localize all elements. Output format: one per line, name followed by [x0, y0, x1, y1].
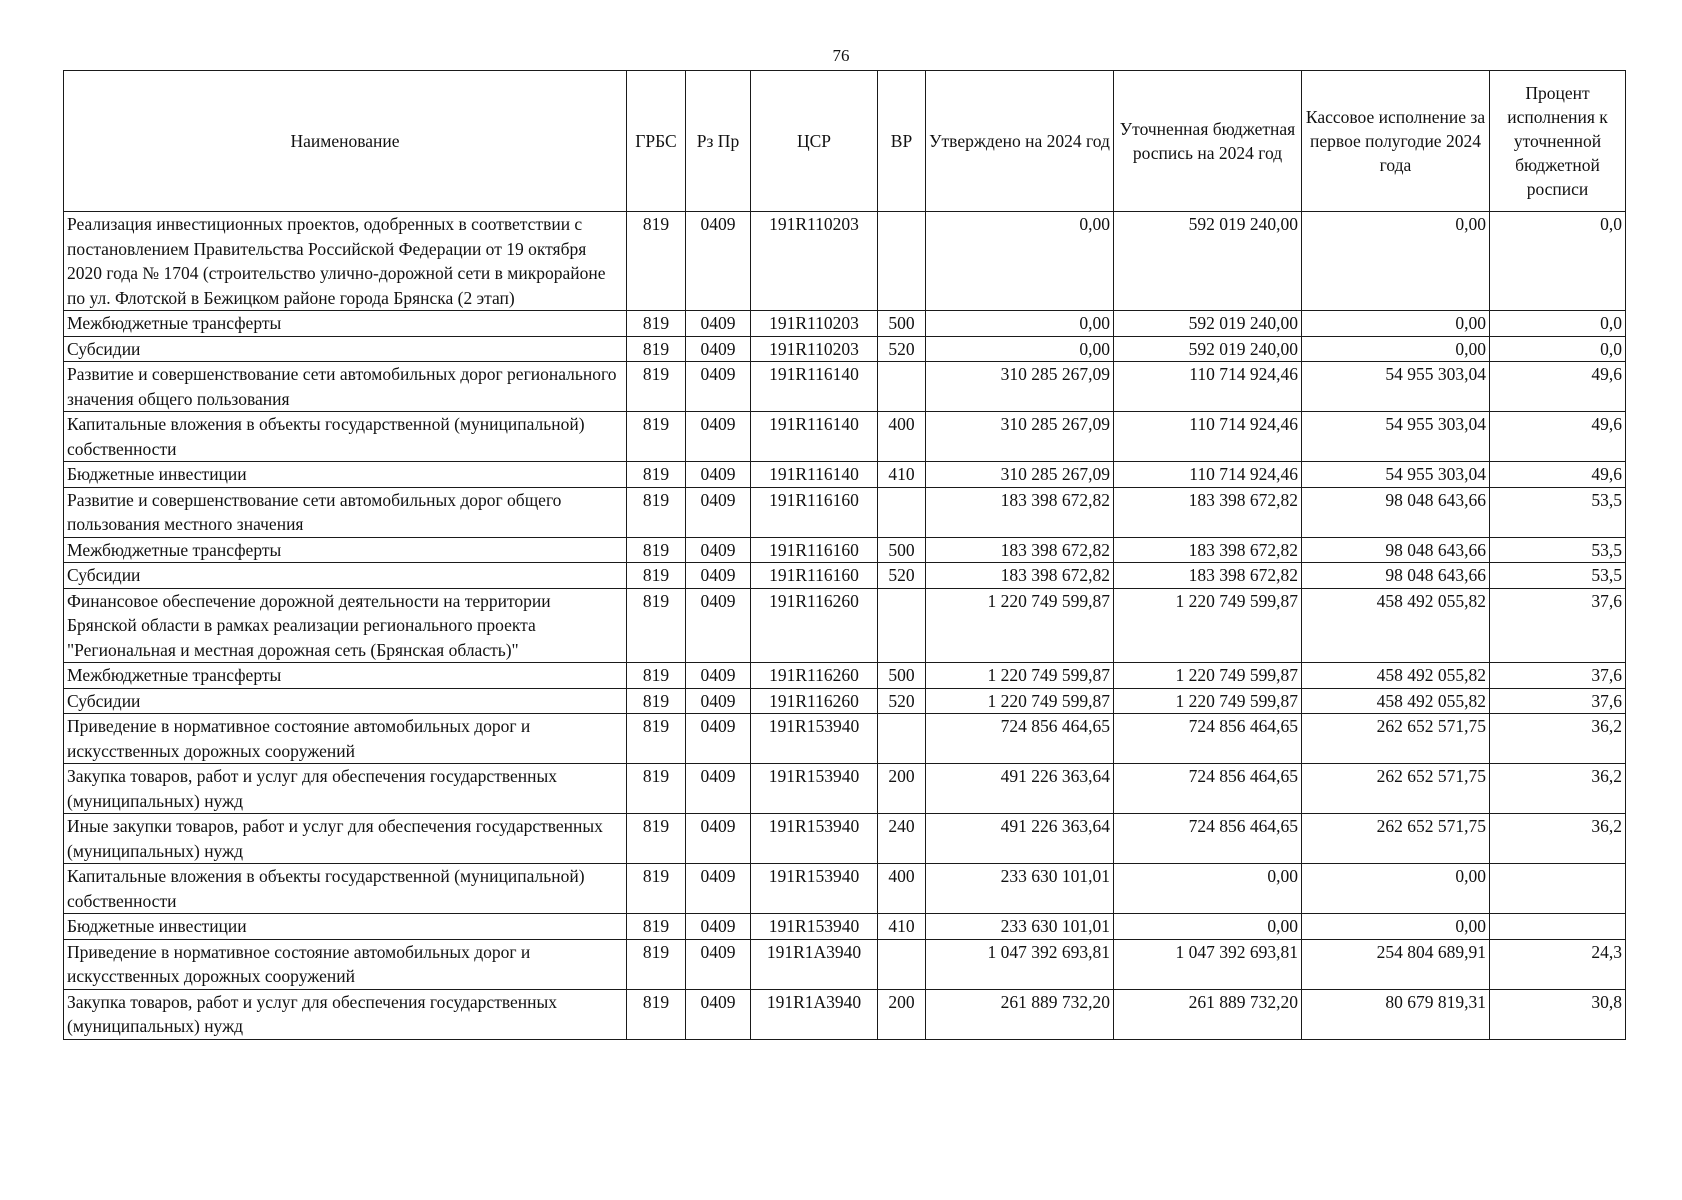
cell-rzpr: 0409 — [686, 914, 751, 940]
cell-name: Бюджетные инвестиции — [64, 914, 627, 940]
cell-approved: 0,00 — [926, 212, 1114, 311]
header-approved: Утверждено на 2024 год — [926, 71, 1114, 212]
cell-vr — [878, 362, 926, 412]
cell-grbs: 819 — [627, 864, 686, 914]
cell-percent: 53,5 — [1490, 487, 1626, 537]
cell-refined: 592 019 240,00 — [1114, 311, 1302, 337]
cell-name: Приведение в нормативное состояние автомобильных дорог и искусственных дорожных сооружений — [64, 939, 627, 989]
cell-cash: 262 652 571,75 — [1302, 714, 1490, 764]
cell-rzpr: 0409 — [686, 412, 751, 462]
cell-approved: 233 630 101,01 — [926, 864, 1114, 914]
cell-vr — [878, 588, 926, 663]
cell-rzpr: 0409 — [686, 487, 751, 537]
cell-name: Субсидии — [64, 688, 627, 714]
table-row — [64, 663, 1626, 689]
header-name: Наименование — [64, 71, 627, 212]
cell-name: Субсидии — [64, 563, 627, 589]
cell-approved: 0,00 — [926, 311, 1114, 337]
cell-name: Межбюджетные трансферты — [64, 537, 627, 563]
table-row — [64, 487, 1626, 537]
cell-grbs: 819 — [627, 311, 686, 337]
header-csr: ЦСР — [751, 71, 878, 212]
cell-grbs: 819 — [627, 537, 686, 563]
cell-csr: 191R116140 — [751, 462, 878, 488]
cell-vr — [878, 939, 926, 989]
cell-refined: 1 047 392 693,81 — [1114, 939, 1302, 989]
cell-approved: 1 047 392 693,81 — [926, 939, 1114, 989]
cell-rzpr: 0409 — [686, 588, 751, 663]
cell-name: Реализация инвестиционных проектов, одобренных в соответствии с постановлением Правительства Российской Федерации от 19 октября 2020 года № 1704 (строительство улично-дорожной сети в микрорайоне по ул. Флотской в Бежицком районе города Брянска (2 этап) — [64, 212, 627, 311]
cell-name: Финансовое обеспечение дорожной деятельности на территории Брянской области в рамках реализации регионального проекта "Региональная и местная дорожная сеть (Брянская область)" — [64, 588, 627, 663]
table-row — [64, 563, 1626, 589]
cell-csr: 191R116160 — [751, 563, 878, 589]
cell-name: Иные закупки товаров, работ и услуг для обеспечения государственных (муниципальных) нужд — [64, 814, 627, 864]
cell-name: Капитальные вложения в объекты государственной (муниципальной) собственности — [64, 412, 627, 462]
cell-approved: 310 285 267,09 — [926, 362, 1114, 412]
cell-csr: 191R110203 — [751, 311, 878, 337]
cell-csr: 191R116160 — [751, 487, 878, 537]
cell-rzpr: 0409 — [686, 362, 751, 412]
table-row — [64, 714, 1626, 764]
cell-refined: 110 714 924,46 — [1114, 362, 1302, 412]
table-row — [64, 212, 1626, 311]
cell-csr: 191R110203 — [751, 336, 878, 362]
header-grbs: ГРБС — [627, 71, 686, 212]
cell-csr: 191R1A3940 — [751, 939, 878, 989]
table-row — [64, 537, 1626, 563]
cell-approved: 0,00 — [926, 336, 1114, 362]
cell-vr: 240 — [878, 814, 926, 864]
cell-refined: 724 856 464,65 — [1114, 814, 1302, 864]
cell-vr: 500 — [878, 663, 926, 689]
cell-percent: 53,5 — [1490, 563, 1626, 589]
cell-csr: 191R153940 — [751, 814, 878, 864]
cell-approved: 183 398 672,82 — [926, 487, 1114, 537]
cell-percent: 0,0 — [1490, 311, 1626, 337]
cell-percent: 37,6 — [1490, 688, 1626, 714]
cell-vr — [878, 212, 926, 311]
cell-refined: 1 220 749 599,87 — [1114, 588, 1302, 663]
cell-cash: 0,00 — [1302, 311, 1490, 337]
cell-csr: 191R116140 — [751, 412, 878, 462]
cell-cash: 54 955 303,04 — [1302, 362, 1490, 412]
cell-refined: 592 019 240,00 — [1114, 336, 1302, 362]
table-row — [64, 362, 1626, 412]
cell-grbs: 819 — [627, 412, 686, 462]
cell-cash: 80 679 819,31 — [1302, 989, 1490, 1039]
cell-approved: 491 226 363,64 — [926, 814, 1114, 864]
cell-percent: 30,8 — [1490, 989, 1626, 1039]
cell-vr: 500 — [878, 537, 926, 563]
cell-grbs: 819 — [627, 939, 686, 989]
cell-name: Капитальные вложения в объекты государственной (муниципальной) собственности — [64, 864, 627, 914]
cell-grbs: 819 — [627, 462, 686, 488]
cell-vr — [878, 487, 926, 537]
cell-grbs: 819 — [627, 989, 686, 1039]
cell-csr: 191R1A3940 — [751, 989, 878, 1039]
cell-vr: 200 — [878, 989, 926, 1039]
cell-percent — [1490, 864, 1626, 914]
cell-name: Развитие и совершенствование сети автомобильных дорог общего пользования местного значения — [64, 487, 627, 537]
cell-refined: 183 398 672,82 — [1114, 487, 1302, 537]
cell-percent: 37,6 — [1490, 663, 1626, 689]
cell-cash: 458 492 055,82 — [1302, 663, 1490, 689]
cell-name: Приведение в нормативное состояние автомобильных дорог и искусственных дорожных сооружений — [64, 714, 627, 764]
cell-csr: 191R116160 — [751, 537, 878, 563]
cell-csr: 191R110203 — [751, 212, 878, 311]
cell-cash: 0,00 — [1302, 864, 1490, 914]
cell-approved: 183 398 672,82 — [926, 537, 1114, 563]
table-row — [64, 311, 1626, 337]
cell-grbs: 819 — [627, 487, 686, 537]
table-row — [64, 764, 1626, 814]
cell-cash: 458 492 055,82 — [1302, 588, 1490, 663]
cell-approved: 491 226 363,64 — [926, 764, 1114, 814]
cell-percent: 49,6 — [1490, 462, 1626, 488]
cell-cash: 98 048 643,66 — [1302, 537, 1490, 563]
cell-grbs: 819 — [627, 336, 686, 362]
table-row — [64, 336, 1626, 362]
cell-approved: 1 220 749 599,87 — [926, 688, 1114, 714]
cell-name: Развитие и совершенствование сети автомобильных дорог регионального значения общего пользования — [64, 362, 627, 412]
cell-rzpr: 0409 — [686, 864, 751, 914]
cell-vr: 500 — [878, 311, 926, 337]
cell-refined: 0,00 — [1114, 864, 1302, 914]
cell-approved: 261 889 732,20 — [926, 989, 1114, 1039]
cell-rzpr: 0409 — [686, 462, 751, 488]
cell-rzpr: 0409 — [686, 688, 751, 714]
cell-grbs: 819 — [627, 714, 686, 764]
cell-refined: 724 856 464,65 — [1114, 714, 1302, 764]
cell-grbs: 819 — [627, 764, 686, 814]
table-row — [64, 864, 1626, 914]
cell-name: Закупка товаров, работ и услуг для обеспечения государственных (муниципальных) нужд — [64, 764, 627, 814]
cell-vr: 520 — [878, 688, 926, 714]
cell-cash: 0,00 — [1302, 336, 1490, 362]
header-refined: Уточненная бюджетная роспись на 2024 год — [1114, 71, 1302, 212]
cell-percent: 24,3 — [1490, 939, 1626, 989]
cell-refined: 592 019 240,00 — [1114, 212, 1302, 311]
table-body — [64, 212, 1626, 1040]
table-row — [64, 688, 1626, 714]
cell-grbs: 819 — [627, 212, 686, 311]
cell-percent: 49,6 — [1490, 412, 1626, 462]
cell-csr: 191R116260 — [751, 588, 878, 663]
table-row — [64, 412, 1626, 462]
cell-grbs: 819 — [627, 563, 686, 589]
cell-percent: 53,5 — [1490, 537, 1626, 563]
cell-rzpr: 0409 — [686, 311, 751, 337]
cell-approved: 310 285 267,09 — [926, 462, 1114, 488]
cell-approved: 183 398 672,82 — [926, 563, 1114, 589]
cell-vr: 520 — [878, 563, 926, 589]
header-rzpr: Рз Пр — [686, 71, 751, 212]
cell-grbs: 819 — [627, 362, 686, 412]
cell-percent: 37,6 — [1490, 588, 1626, 663]
cell-rzpr: 0409 — [686, 814, 751, 864]
budget-table — [63, 70, 1626, 1040]
cell-refined: 183 398 672,82 — [1114, 537, 1302, 563]
cell-vr: 200 — [878, 764, 926, 814]
table-row — [64, 462, 1626, 488]
cell-rzpr: 0409 — [686, 212, 751, 311]
cell-rzpr: 0409 — [686, 714, 751, 764]
cell-vr — [878, 714, 926, 764]
cell-rzpr: 0409 — [686, 939, 751, 989]
cell-approved: 1 220 749 599,87 — [926, 588, 1114, 663]
header-row — [64, 71, 1626, 212]
cell-percent: 0,0 — [1490, 336, 1626, 362]
cell-approved: 1 220 749 599,87 — [926, 663, 1114, 689]
cell-cash: 0,00 — [1302, 914, 1490, 940]
cell-csr: 191R153940 — [751, 714, 878, 764]
page-number: 76 — [832, 46, 850, 65]
table-row — [64, 814, 1626, 864]
cell-refined: 1 220 749 599,87 — [1114, 663, 1302, 689]
cell-rzpr: 0409 — [686, 537, 751, 563]
header-percent: Процент исполнения к уточненной бюджетной росписи — [1490, 71, 1626, 212]
cell-approved: 724 856 464,65 — [926, 714, 1114, 764]
cell-grbs: 819 — [627, 663, 686, 689]
cell-vr: 520 — [878, 336, 926, 362]
cell-percent: 49,6 — [1490, 362, 1626, 412]
cell-vr: 410 — [878, 914, 926, 940]
table-row — [64, 914, 1626, 940]
cell-rzpr: 0409 — [686, 989, 751, 1039]
cell-name: Закупка товаров, работ и услуг для обеспечения государственных (муниципальных) нужд — [64, 989, 627, 1039]
table-row — [64, 989, 1626, 1039]
cell-refined: 110 714 924,46 — [1114, 412, 1302, 462]
cell-cash: 98 048 643,66 — [1302, 563, 1490, 589]
cell-rzpr: 0409 — [686, 563, 751, 589]
table-row — [64, 588, 1626, 663]
cell-rzpr: 0409 — [686, 764, 751, 814]
cell-rzpr: 0409 — [686, 336, 751, 362]
cell-grbs: 819 — [627, 814, 686, 864]
cell-refined: 724 856 464,65 — [1114, 764, 1302, 814]
cell-cash: 0,00 — [1302, 212, 1490, 311]
cell-percent: 36,2 — [1490, 814, 1626, 864]
cell-refined: 0,00 — [1114, 914, 1302, 940]
cell-percent: 36,2 — [1490, 764, 1626, 814]
cell-name: Субсидии — [64, 336, 627, 362]
cell-refined: 183 398 672,82 — [1114, 563, 1302, 589]
cell-percent: 0,0 — [1490, 212, 1626, 311]
cell-vr: 410 — [878, 462, 926, 488]
cell-csr: 191R116260 — [751, 688, 878, 714]
cell-cash: 262 652 571,75 — [1302, 814, 1490, 864]
cell-csr: 191R153940 — [751, 914, 878, 940]
cell-refined: 261 889 732,20 — [1114, 989, 1302, 1039]
cell-csr: 191R116260 — [751, 663, 878, 689]
cell-refined: 1 220 749 599,87 — [1114, 688, 1302, 714]
cell-name: Межбюджетные трансферты — [64, 311, 627, 337]
cell-cash: 98 048 643,66 — [1302, 487, 1490, 537]
cell-vr: 400 — [878, 412, 926, 462]
cell-csr: 191R153940 — [751, 864, 878, 914]
cell-approved: 233 630 101,01 — [926, 914, 1114, 940]
cell-name: Межбюджетные трансферты — [64, 663, 627, 689]
cell-refined: 110 714 924,46 — [1114, 462, 1302, 488]
table-row — [64, 939, 1626, 989]
cell-cash: 54 955 303,04 — [1302, 462, 1490, 488]
cell-cash: 254 804 689,91 — [1302, 939, 1490, 989]
cell-percent: 36,2 — [1490, 714, 1626, 764]
cell-approved: 310 285 267,09 — [926, 412, 1114, 462]
header-cash: Кассовое исполнение за первое полугодие 2024 года — [1302, 71, 1490, 212]
cell-csr: 191R116140 — [751, 362, 878, 412]
cell-rzpr: 0409 — [686, 663, 751, 689]
cell-grbs: 819 — [627, 588, 686, 663]
header-vr: ВР — [878, 71, 926, 212]
cell-csr: 191R153940 — [751, 764, 878, 814]
cell-percent — [1490, 914, 1626, 940]
cell-vr: 400 — [878, 864, 926, 914]
cell-name: Бюджетные инвестиции — [64, 462, 627, 488]
cell-grbs: 819 — [627, 688, 686, 714]
cell-grbs: 819 — [627, 914, 686, 940]
cell-cash: 262 652 571,75 — [1302, 764, 1490, 814]
cell-cash: 54 955 303,04 — [1302, 412, 1490, 462]
cell-cash: 458 492 055,82 — [1302, 688, 1490, 714]
